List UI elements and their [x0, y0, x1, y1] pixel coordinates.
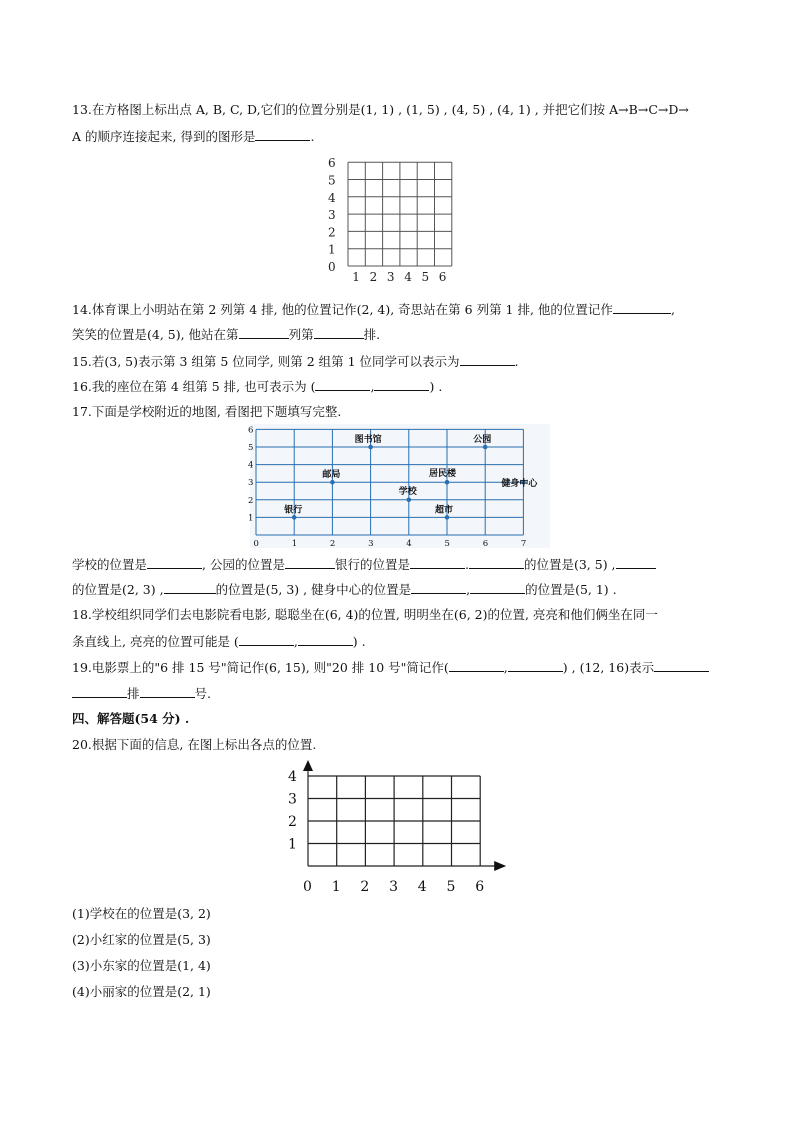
- y-tick-label: 1: [328, 242, 336, 257]
- map-place-label: 超市: [435, 505, 454, 516]
- map-place-label: 银行: [284, 505, 303, 516]
- answer-blank[interactable]: [255, 127, 310, 141]
- x-tick-label: 1: [291, 539, 298, 549]
- y-axis-arrow-icon: [303, 760, 313, 771]
- x-axis-arrow-icon: [494, 861, 506, 871]
- answer-blank[interactable]: [470, 580, 525, 594]
- q18-line2: 条直线上, 亮亮的位置可能是 ( , ) .: [72, 634, 366, 649]
- y-tick-label: 5: [328, 173, 336, 188]
- map-point: [368, 445, 373, 450]
- q20-item-3: (3)小东家的位置是(1, 4): [72, 958, 211, 973]
- answer-blank[interactable]: [410, 555, 465, 569]
- x-tick-label: 4: [406, 539, 412, 549]
- map-point: [483, 445, 488, 450]
- map-place-label: 邮局: [322, 470, 341, 481]
- map-place-label: 居民楼: [429, 469, 457, 480]
- q17-fill-line2: 的位置是(2, 3) , 的位置是(5, 3) , 健身中心的位置是 , 的位置是(5, 1) .: [72, 582, 617, 597]
- answer-blank[interactable]: [314, 325, 364, 339]
- answer-blank[interactable]: [460, 352, 515, 366]
- y-tick-label: 2: [248, 495, 254, 506]
- x-tick-label: 2: [360, 879, 370, 895]
- map-place-label: 公园: [473, 435, 492, 445]
- y-tick-label: 1: [248, 513, 254, 524]
- x-tick-label: 0: [253, 539, 259, 549]
- q17-fill-line1: 学校的位置是 , 公园的位置是 银行的位置是 . 的位置是(3, 5) ,: [72, 555, 656, 574]
- x-tick-label: 1: [352, 270, 360, 284]
- q20-item-4: (4)小丽家的位置是(2, 1): [72, 984, 211, 999]
- x-tick-label: 4: [417, 879, 427, 895]
- map-point: [292, 515, 297, 520]
- x-tick-label: 6: [438, 270, 447, 284]
- x-tick-label: 2: [369, 270, 378, 284]
- answer-blank[interactable]: [239, 632, 294, 646]
- q20-item-1: (1)学校在的位置是(3, 2): [72, 906, 211, 921]
- y-tick-label: 6: [248, 425, 254, 436]
- answer-blank[interactable]: [449, 658, 504, 672]
- q17-line: 17.下面是学校附近的地图, 看图把下题填写完整.: [72, 404, 342, 419]
- answer-blank[interactable]: [164, 580, 216, 594]
- map-point: [445, 480, 450, 485]
- map-point: [445, 515, 450, 520]
- x-tick-label: 3: [368, 539, 374, 549]
- school-map: [250, 424, 550, 548]
- y-tick-label: 3: [328, 208, 336, 223]
- q14-line1: 14.体育课上小明站在第 2 列第 4 排, 他的位置记作(2, 4), 奇思站在第 6 列第 1 排, 他的位置记作 ,: [72, 302, 675, 317]
- x-tick-label: 0: [303, 879, 312, 895]
- x-tick-label: 7: [520, 539, 527, 549]
- q20-item-2: (2)小红家的位置是(5, 3): [72, 932, 211, 947]
- q20-grid: [283, 757, 503, 902]
- x-tick-label: 3: [386, 270, 395, 284]
- x-tick-label: 4: [404, 270, 412, 284]
- map-place-label: 图书馆: [354, 435, 382, 445]
- answer-blank[interactable]: [285, 555, 335, 569]
- y-tick-label: 0: [328, 260, 336, 274]
- answer-blank[interactable]: [374, 377, 429, 391]
- section-title: 四、解答题(54 分) .: [72, 711, 190, 726]
- x-tick-label: 6: [475, 879, 485, 895]
- x-tick-label: 5: [446, 879, 456, 895]
- map-place-label: 健身中心: [501, 479, 538, 490]
- answer-blank[interactable]: [508, 658, 563, 672]
- q13-line1: [72, 101, 689, 119]
- y-tick-label: 2: [328, 225, 336, 240]
- q16-line: 16.我的座位在第 4 组第 5 排, 也可表示为 ( , ) .: [72, 379, 443, 394]
- answer-blank[interactable]: [140, 684, 195, 698]
- map-place-label: 学校: [398, 486, 417, 497]
- answer-blank[interactable]: [616, 555, 656, 569]
- answer-blank[interactable]: [315, 377, 370, 391]
- answer-blank[interactable]: [239, 325, 289, 339]
- q15-line: 15.若(3, 5)表示第 3 组第 5 位同学, 则第 2 组第 1 位同学可以表示为 .: [72, 354, 519, 369]
- x-tick-label: 2: [329, 539, 336, 549]
- y-tick-label: 6: [328, 156, 336, 171]
- y-tick-label: 3: [248, 478, 254, 489]
- y-tick-label: 1: [288, 836, 297, 853]
- x-tick-label: 5: [421, 270, 430, 284]
- q20-line: 20.根据下面的信息, 在图上标出各点的位置.: [72, 737, 317, 752]
- q13-grid: [325, 152, 465, 287]
- y-tick-label: 5: [248, 443, 254, 453]
- q14-line2: 笑笑的位置是(4, 5), 他站在第 列第 排.: [72, 327, 381, 342]
- q13-text: 13.在方格图上标出点 A, B, C, D,它们的位置分别是(1, 1) , (1, 5) , (4, 5) , (4, 1) , 并把它们按 A→B→C→D→: [72, 102, 689, 117]
- x-tick-label: 3: [389, 879, 399, 895]
- answer-blank[interactable]: [469, 555, 524, 569]
- answer-blank[interactable]: [613, 300, 671, 314]
- q19-line2: 排 号.: [72, 684, 211, 703]
- q13-text-2: A 的顺序连接起来, 得到的图形是: [72, 129, 256, 144]
- y-tick-label: 4: [288, 769, 297, 785]
- q19-line1: 19.电影票上的"6 排 15 号"简记作(6, 15), 则"20 排 10 号"简记作( , ) , (12, 16)表示: [72, 658, 709, 677]
- answer-blank[interactable]: [411, 580, 466, 594]
- y-tick-label: 3: [288, 791, 297, 808]
- answer-blank[interactable]: [147, 555, 202, 569]
- x-tick-label: 5: [444, 539, 450, 549]
- y-tick-label: 4: [328, 190, 336, 205]
- y-tick-label: 2: [288, 814, 297, 830]
- y-tick-label: 4: [248, 460, 254, 471]
- q18-line1: 18.学校组织同学们去电影院看电影, 聪聪坐在(6, 4)的位置, 明明坐在(6, 2)的位置, 亮亮和他们俩坐在同一: [72, 607, 658, 622]
- answer-blank[interactable]: [654, 658, 709, 672]
- q13-line2: A 的顺序连接起来, 得到的图形是 .: [72, 129, 315, 144]
- map-point: [407, 498, 412, 503]
- answer-blank[interactable]: [298, 632, 353, 646]
- x-tick-label: 6: [482, 539, 489, 549]
- x-tick-label: 1: [331, 879, 341, 895]
- map-point: [330, 480, 335, 485]
- answer-blank[interactable]: [72, 684, 127, 698]
